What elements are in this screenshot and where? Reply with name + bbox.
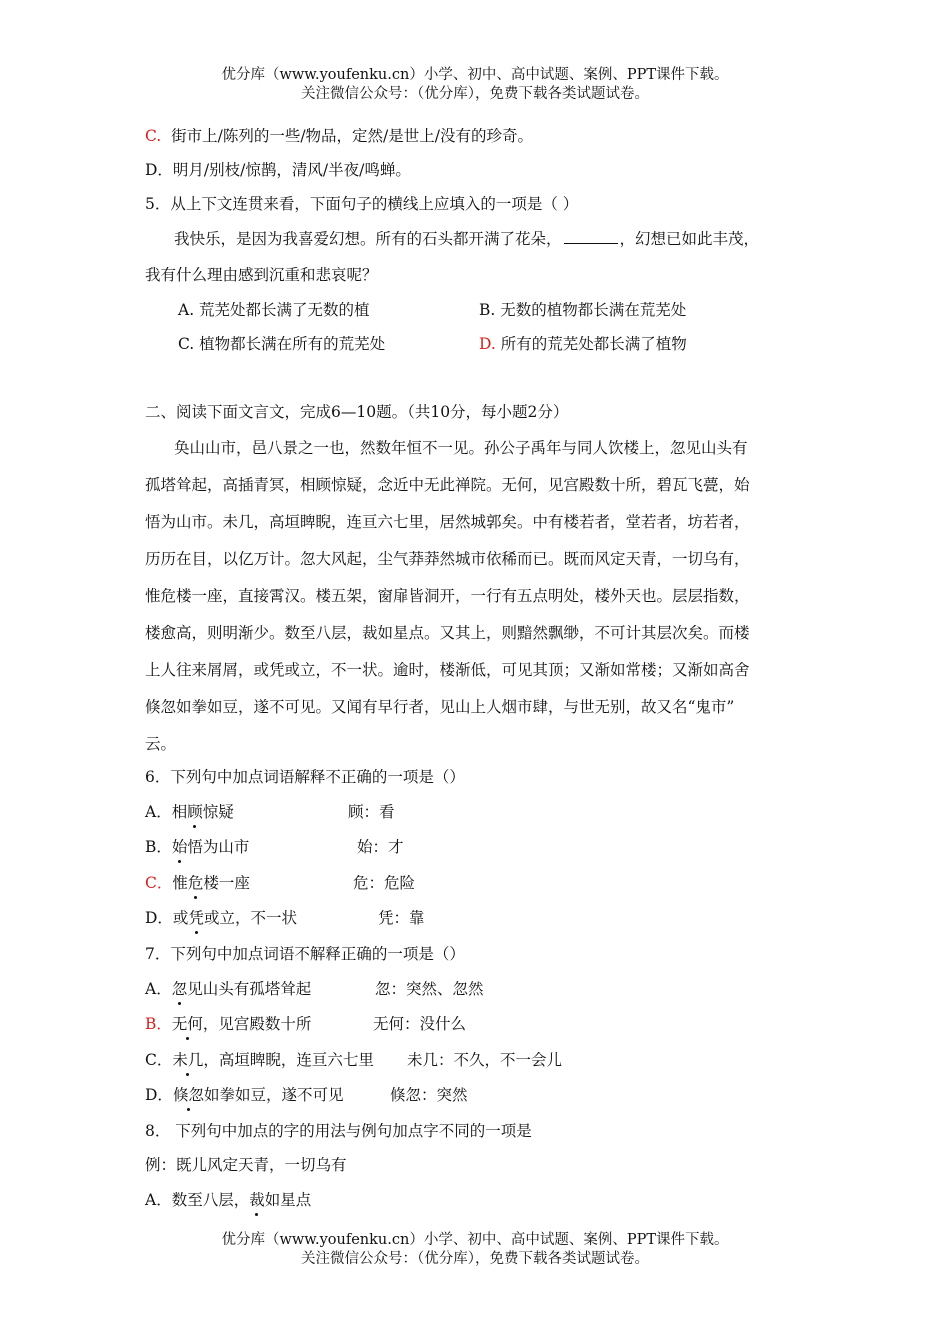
q7-a-prefix: A． bbox=[145, 980, 172, 998]
q5-passage-line-2: 我有什么理由感到沉重和悲哀呢？ bbox=[145, 266, 378, 284]
q5-passage-part-b: ，幻想已如此丰茂， bbox=[619, 230, 760, 248]
q4-option-d: D．明月/别枝/惊鹊，清风/半夜/鸣蝉。 bbox=[145, 161, 411, 179]
q5-option-a: A. 荒芜处都长满了无数的植 bbox=[178, 301, 370, 319]
q6-b-suffix: 悟为山市 bbox=[187, 838, 250, 856]
q8-option-a bbox=[145, 1189, 311, 1211]
q6-a-suffix: 惊疑 bbox=[202, 803, 234, 821]
q7-c-dotted: 未几 bbox=[172, 1051, 204, 1069]
q7-option-c bbox=[145, 1049, 374, 1071]
q6-b-dotted: 始 bbox=[171, 838, 188, 856]
q7-b-explanation: 无何：没什么 bbox=[373, 1015, 467, 1033]
q7-d-dotted: 倏忽 bbox=[172, 1086, 204, 1104]
q7-d-suffix: 如拳如豆，遂不可见 bbox=[203, 1086, 344, 1104]
q7-d-explanation: 倏忽：突然 bbox=[390, 1086, 468, 1104]
q5-option-d-letter: D. bbox=[479, 335, 496, 353]
q6-b-prefix: B． bbox=[145, 838, 172, 856]
q6-d-prefix: D．或 bbox=[145, 909, 189, 927]
q8-stem: 8． 下列句中加点的字的用法与例句加点字不同的一项是 bbox=[145, 1122, 532, 1140]
q5-stem: 5．从上下文连贯来看，下面句子的横线上应填入的一项是（ ） bbox=[145, 195, 579, 213]
passage-line-3: 悟为山市。未几，高垣睥睨，连亘六七里，居然城郭矣。中有楼若者，堂若者，坊若者， bbox=[145, 513, 750, 531]
q6-a-prefix: A．相 bbox=[145, 803, 188, 821]
q4-option-c-text: 街市上/陈列的一些/物品，定然/是世上/没有的珍奇。 bbox=[171, 127, 533, 145]
passage-line-9: 云。 bbox=[145, 735, 177, 753]
passage-line-2: 孤塔耸起，高插青冥，相顾惊疑，念近中无此禅院。无何，见宫殿数十所，碧瓦飞甍，始 bbox=[145, 476, 750, 494]
q7-d-prefix: D． bbox=[145, 1086, 173, 1104]
q5-passage-line-1 bbox=[174, 228, 759, 250]
q7-c-prefix: C． bbox=[145, 1051, 173, 1069]
q6-b-explanation: 始：才 bbox=[357, 838, 404, 856]
q8-a-prefix: A．数至八层， bbox=[145, 1191, 250, 1209]
q6-option-c bbox=[145, 872, 250, 894]
q6-c-prefix: 惟 bbox=[172, 874, 188, 892]
q6-d-explanation: 凭：靠 bbox=[378, 909, 425, 927]
q5-option-d bbox=[479, 333, 687, 355]
q5-passage-part-a: 我快乐，是因为我喜爱幻想。所有的石头都开满了花朵， bbox=[174, 230, 562, 248]
q8-example: 例：既儿风定天青，一切乌有 bbox=[145, 1156, 347, 1174]
q7-option-d bbox=[145, 1084, 343, 1106]
q6-option-a bbox=[145, 801, 234, 823]
passage-line-7: 上人往来屑屑，或凭或立，不一状。逾时，楼渐低，可见其顶；又渐如常楼；又渐如高舍 bbox=[145, 661, 750, 679]
page-header-line-2: 关注微信公众号：（优分库），免费下载各类试题试卷。 bbox=[301, 86, 649, 102]
q6-c-explanation: 危：危险 bbox=[353, 874, 416, 892]
q5-option-b: B. 无数的植物都长满在荒芜处 bbox=[479, 301, 687, 319]
q7-b-letter: B． bbox=[145, 1015, 172, 1033]
q7-option-a bbox=[145, 978, 311, 1000]
q6-option-d bbox=[145, 907, 297, 929]
q6-a-explanation: 顾：看 bbox=[348, 803, 395, 821]
q7-c-suffix: ，高垣睥睨，连亘六七里 bbox=[203, 1051, 374, 1069]
q6-a-dotted: 顾 bbox=[187, 803, 203, 821]
q6-stem: 6．下列句中加点词语解释不正确的一项是（） bbox=[145, 768, 465, 786]
q7-b-suffix: ，见宫殿数十所 bbox=[202, 1015, 312, 1033]
passage-line-1: 奂山山市，邑八景之一也，然数年恒不一见。孙公子禹年与同人饮楼上，忽见山头有 bbox=[174, 439, 748, 457]
q7-a-dotted: 忽 bbox=[171, 980, 188, 998]
q6-c-suffix: 楼一座 bbox=[203, 874, 250, 892]
q5-fill-blank bbox=[564, 229, 618, 244]
passage-line-5: 惟危楼一座，直接霄汉。楼五架，窗扉皆洞开，一行有五点明处，楼外天也。层层指数， bbox=[145, 587, 750, 605]
q7-c-explanation: 未几：不久，不一会儿 bbox=[407, 1051, 563, 1069]
q7-a-suffix: 见山头有孤塔耸起 bbox=[187, 980, 312, 998]
q4-option-c-letter: C. bbox=[145, 127, 162, 145]
q8-a-dotted: 裁 bbox=[249, 1191, 265, 1209]
q7-a-explanation: 忽：突然、忽然 bbox=[375, 980, 484, 998]
passage-line-6: 楼愈高，则明渐少。数至八层，裁如星点。又其上，则黯然飘缈，不可计其层次矣。而楼 bbox=[145, 624, 750, 642]
passage-line-4: 历历在目，以亿万计。忽大风起，尘气莽莽然城市依稀而已。既而风定天青，一切乌有， bbox=[145, 550, 750, 568]
q5-option-d-text: 所有的荒芜处都长满了植物 bbox=[500, 335, 687, 353]
q6-c-dotted: 危 bbox=[187, 874, 204, 892]
q7-stem: 7．下列句中加点词语不解释正确的一项是（） bbox=[145, 945, 465, 963]
page-footer-line-2: 关注微信公众号：（优分库），免费下载各类试题试卷。 bbox=[301, 1251, 649, 1267]
q6-d-suffix: 或立，不一状 bbox=[203, 909, 297, 927]
q6-option-b bbox=[145, 836, 249, 858]
q6-c-letter: C． bbox=[145, 874, 173, 892]
q8-a-suffix: 如星点 bbox=[264, 1191, 312, 1209]
section-2-heading: 二、阅读下面文言文，完成6—10题。（共10分，每小题2分） bbox=[145, 403, 569, 421]
q4-option-c bbox=[145, 125, 533, 147]
passage-line-8: 倏忽如拳如豆，遂不可见。又闻有早行者，见山上人烟市肆，与世无别，故又名“鬼市” bbox=[145, 698, 735, 716]
page-header-line-1: 优分库（www.youfenku.cn）小学、初中、高中试题、案例、PPT课件下载。 bbox=[221, 67, 729, 83]
q6-d-dotted: 凭 bbox=[188, 909, 204, 927]
q5-option-c: C. 植物都长满在所有的荒芜处 bbox=[178, 335, 386, 353]
page-footer-line-1: 优分库（www.youfenku.cn）小学、初中、高中试题、案例、PPT课件下载。 bbox=[221, 1232, 729, 1248]
q7-b-dotted: 无何 bbox=[171, 1015, 203, 1033]
q7-option-b bbox=[145, 1013, 311, 1035]
